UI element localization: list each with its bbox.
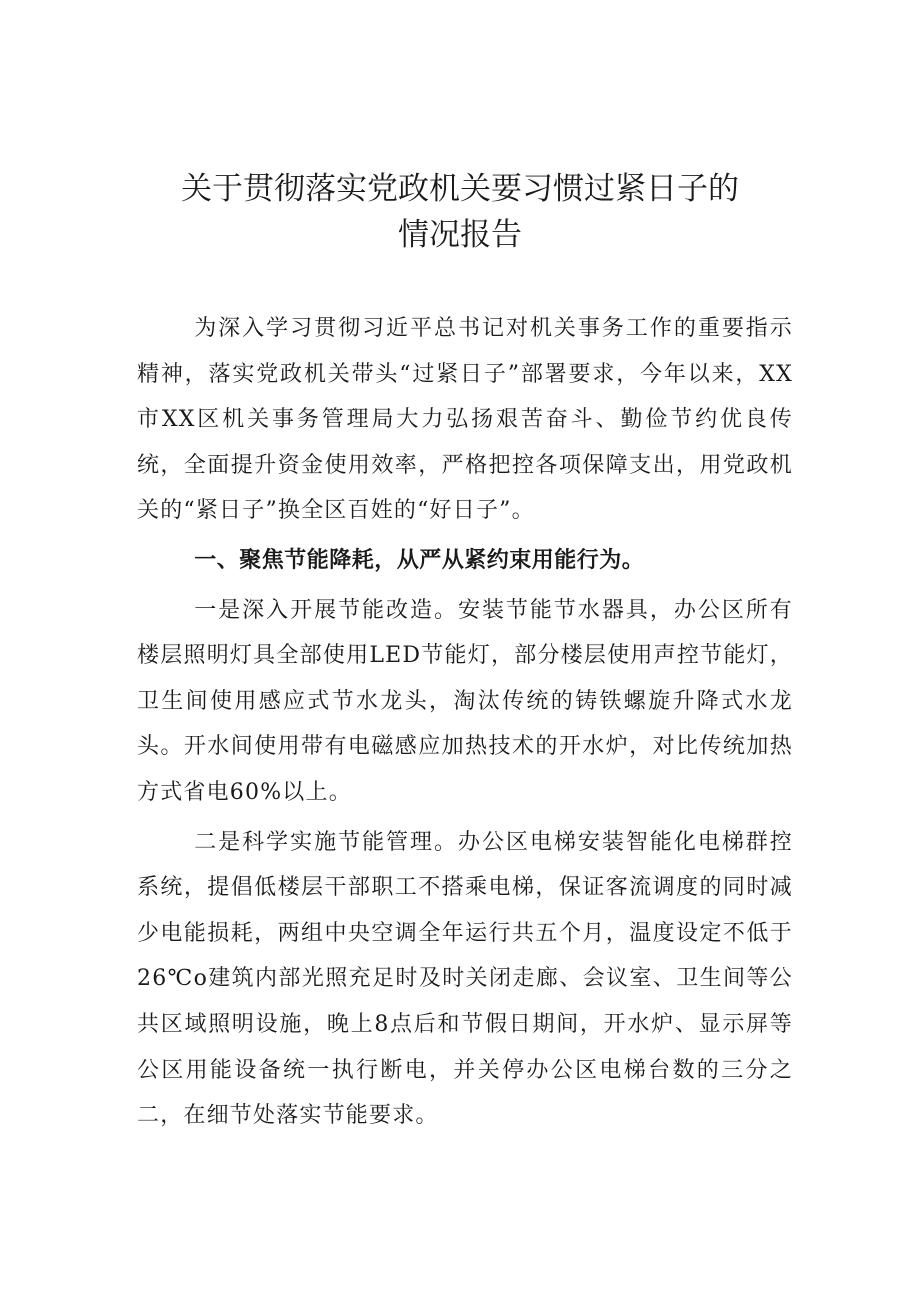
- document-body: [137, 306, 793, 1143]
- body-paragraph-1: 一是深入开展节能改造。安装节能节水器具，办公区所有楼层照明灯具全部使用LED节能灯，部分楼层使用声控节能灯，卫生间使用感应式节水龙头，淘汰传统的铸铁螺旋升降式水龙头。开水间使用带有电磁感应加热技术的开水炉，对比传统加热方式省电60%以上。: [137, 597, 793, 805]
- document-title: [120, 166, 800, 258]
- section-heading-1: 一、聚焦节能降耗，从严从紧约束用能行为。: [194, 547, 645, 573]
- body-paragraph-2: 二是科学实施节能管理。办公区电梯安装智能化电梯群控系统，提倡低楼层干部职工不搭乘电梯，保证客流调度的同时减少电能损耗，两组中央空调全年运行共五个月，温度设定不低于26℃o建筑内部光照充足时及时关闭走廊、会议室、卫生间等公共区域照明设施，晚上8点后和节假日期间，开水炉、显示屏等公区用能设备统一执行断电，并关停办公区电梯台数的三分之二，在细节处落实节能要求。: [137, 829, 793, 1129]
- title-line-2: 情况报告: [398, 217, 522, 253]
- title-line-1: 关于贯彻落实党政机关要习惯过紧日子的: [181, 171, 739, 207]
- intro-paragraph: 为深入学习贯彻习近平总书记对机关事务工作的重要指示精神，落实党政机关带头“过紧日子”部署要求，今年以来，XX市XX区机关事务管理局大力弘扬艰苦奋斗、勤俭节约优良传统，全面提升资金使用效率，严格把控各项保障支出，用党政机关的“紧日子”换全区百姓的“好日子”。: [137, 316, 793, 524]
